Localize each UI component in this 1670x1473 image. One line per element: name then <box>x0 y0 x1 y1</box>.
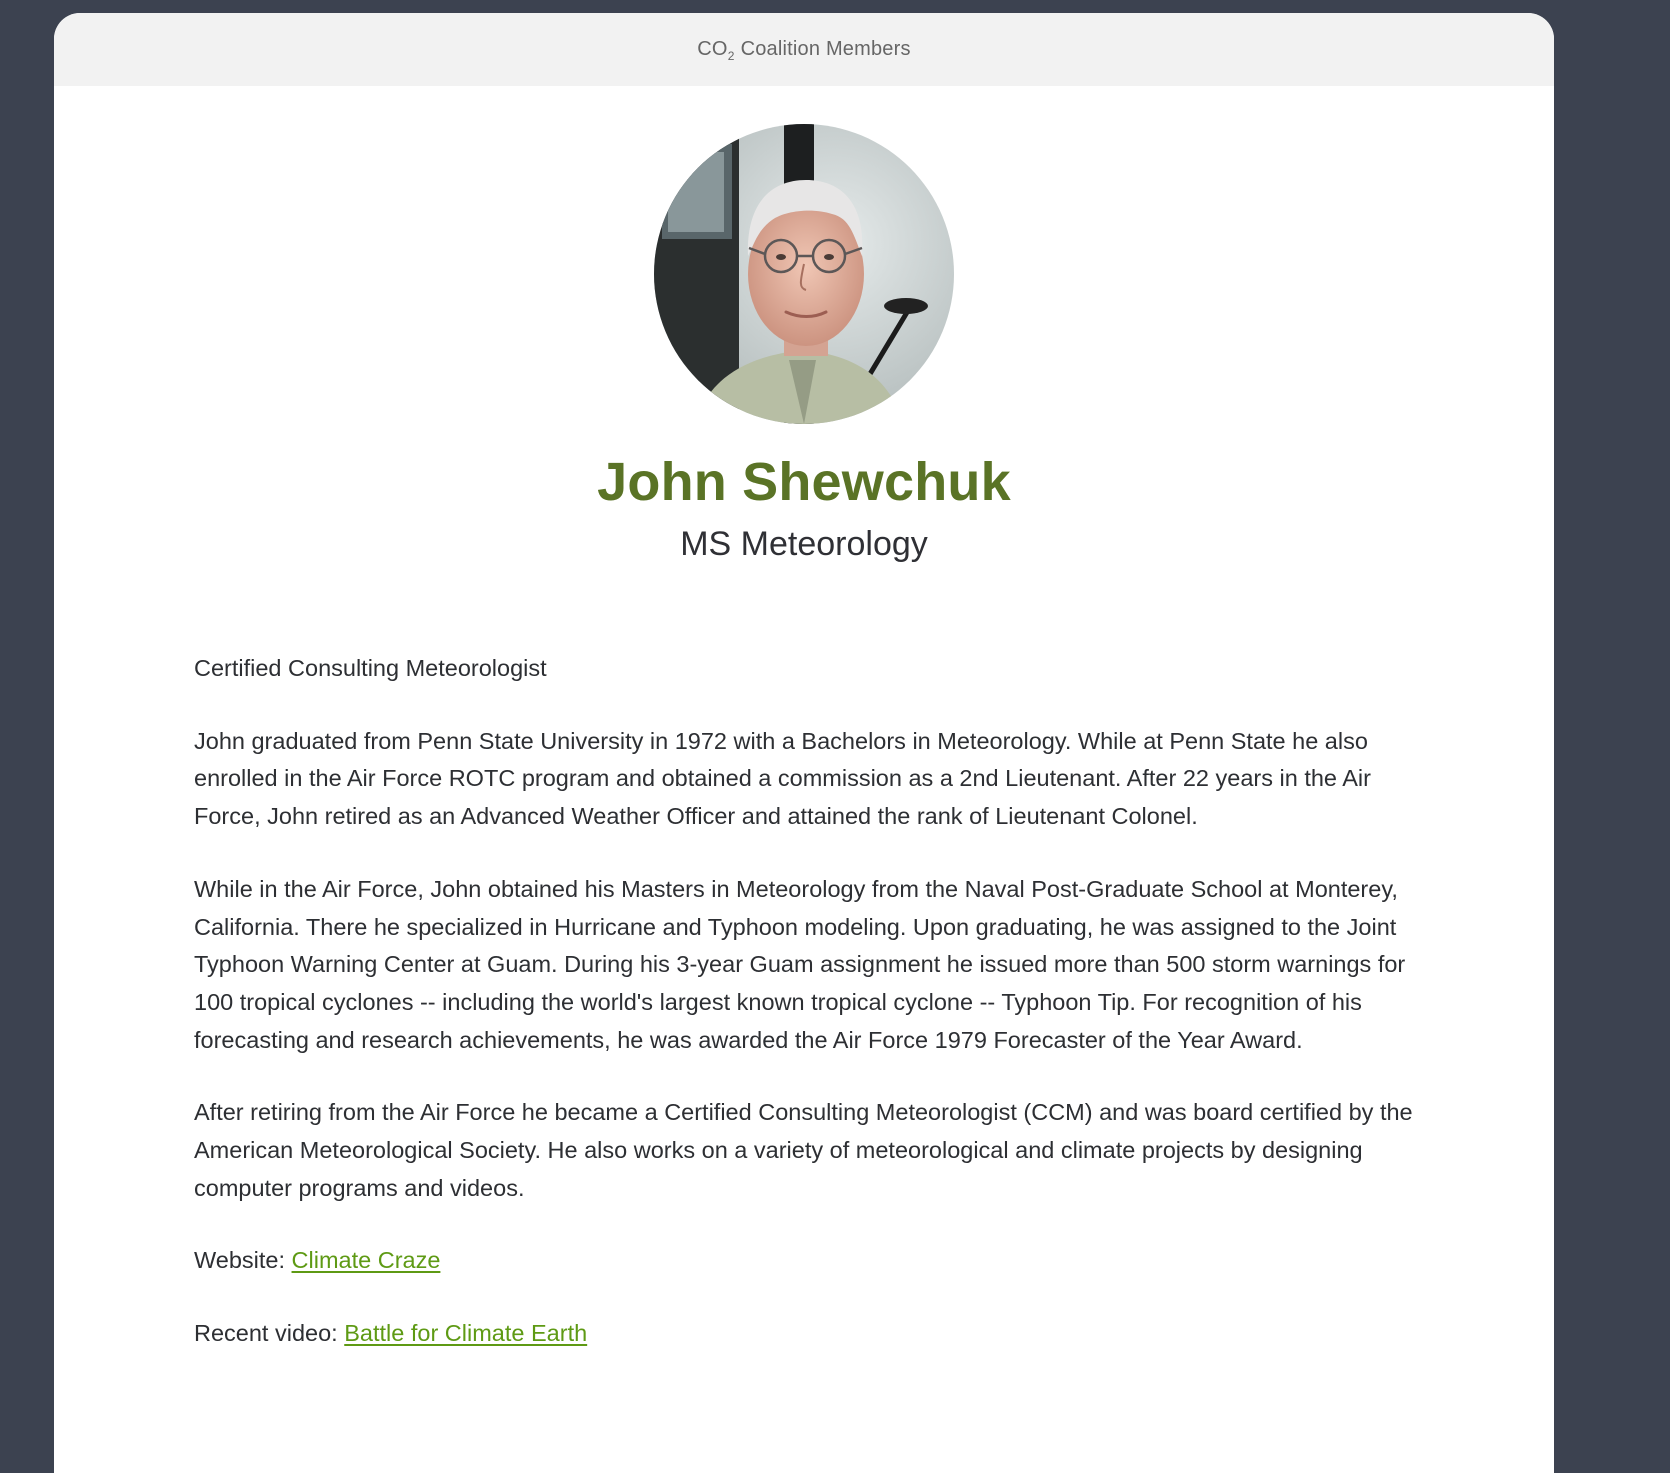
modal-title-co: CO <box>697 38 728 60</box>
bio-paragraph-1: John graduated from Penn State University in 1972 with a Bachelors in Meteorology. While at Penn State he also enrolled in the Air Force ROTC program and obtained a commission as a 2nd Lieutenant. After 22 years in the Air Force, John retired as an Advanced Weather Officer and attained the rank of Lieutenant Colonel. <box>194 727 1371 830</box>
video-line <box>194 1315 1424 1353</box>
member-degree: MS Meteorology <box>680 525 928 563</box>
modal-header <box>54 13 1554 86</box>
bio-title-line: Certified Consulting Meteorologist <box>194 655 547 681</box>
member-bio <box>194 650 1424 1388</box>
bio-paragraph-2: While in the Air Force, John obtained his Masters in Meteorology from the Naval Post-Graduate School at Monterey, California. There he specialized in Hurricane and Typhoon modeling. Upon graduating, he was assigned to the Joint Typhoon Warning Center at Guam. During his 3-year Guam assignment he issued more than 500 storm warnings for 100 tropical cyclones -- including the world's largest known tropical cyclone -- Typhoon Tip. For recognition of his forecasting and research achievements, he was awarded the Air Force 1979 Forecaster of the Year Award. <box>194 875 1406 1053</box>
member-modal <box>54 13 1554 1473</box>
modal-title <box>697 38 734 61</box>
modal-title-rest: Coalition Members <box>740 38 911 60</box>
video-label: Recent video: <box>194 1320 345 1347</box>
video-link[interactable]: Battle for Climate Earth <box>344 1320 588 1347</box>
website-label: Website: <box>194 1247 292 1274</box>
member-name: John Shewchuk <box>597 452 1011 512</box>
website-link[interactable]: Climate Craze <box>291 1247 441 1274</box>
modal-title-subscript: 2 <box>727 49 735 63</box>
website-line <box>194 1242 1424 1280</box>
portrait-photo-icon <box>654 124 954 424</box>
member-photo <box>654 124 954 424</box>
bio-paragraph-3: After retiring from the Air Force he became a Certified Consulting Meteorologist (CCM) and was board certified by the American Meteorological Society. He also works on a variety of meteorological and climate projects by designing computer programs and videos. <box>194 1099 1413 1201</box>
